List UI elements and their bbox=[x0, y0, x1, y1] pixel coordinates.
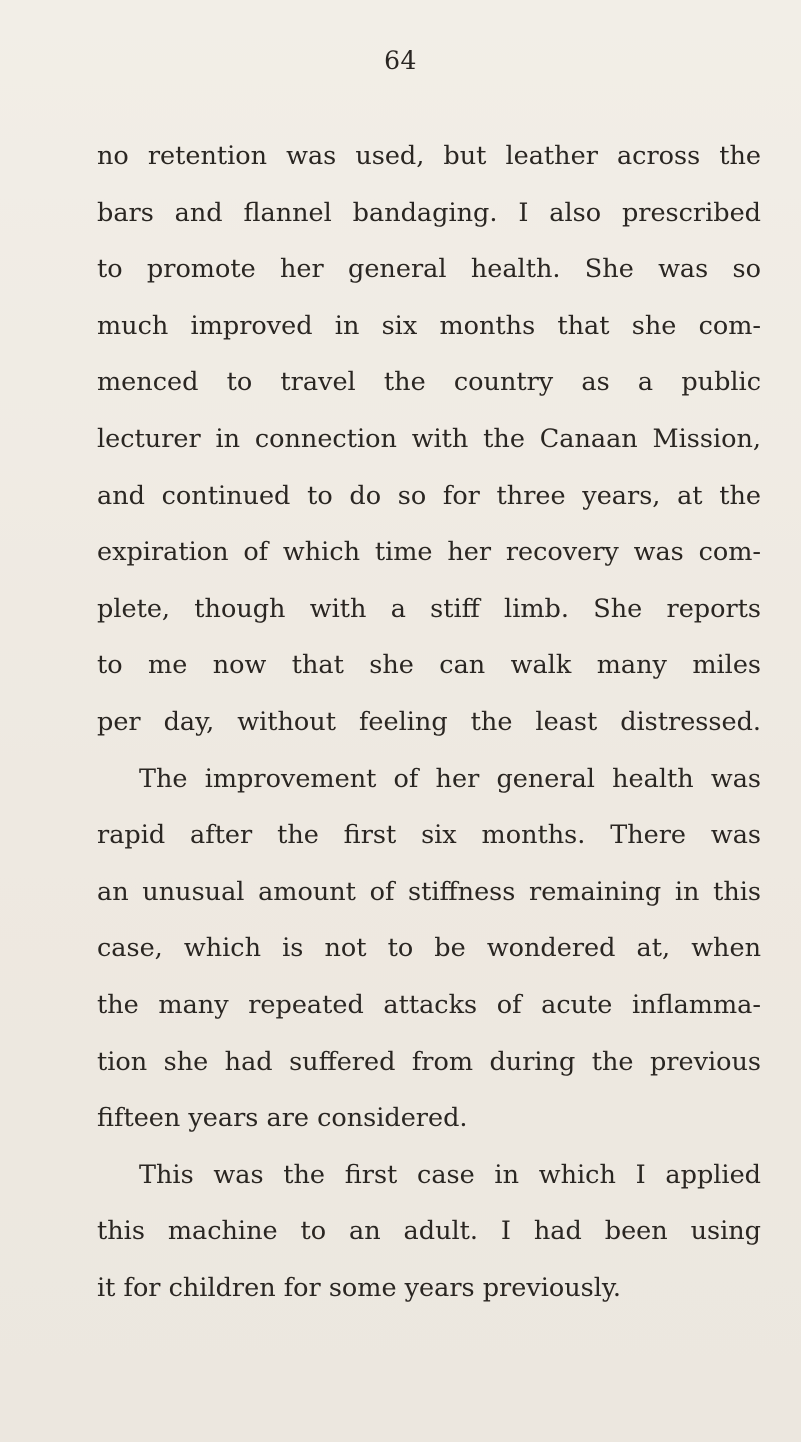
paragraph-end-line: fifteen years are considered. bbox=[97, 1103, 468, 1134]
text-line: plete, though with a stiff limb. She reports bbox=[97, 593, 761, 624]
text-line: per day, without feeling the least distressed. bbox=[97, 706, 761, 737]
text-line: menced to travel the country as a public bbox=[97, 367, 761, 398]
body-text bbox=[97, 128, 761, 1316]
text-line: this machine to an adult. I had been using bbox=[97, 1216, 761, 1247]
paragraph-end-line: it for children for some years previously. bbox=[97, 1272, 622, 1303]
text-line: case, which is not to be wondered at, when bbox=[97, 933, 761, 964]
text-line: to promote her general health. She was so bbox=[97, 254, 761, 285]
text-line: lecturer in connection with the Canaan Mission, bbox=[97, 423, 761, 454]
text-line: expiration of which time her recovery was com- bbox=[97, 537, 761, 568]
text-line: bars and flannel bandaging. I also prescribed bbox=[97, 197, 761, 228]
text-line: much improved in six months that she com- bbox=[97, 310, 761, 341]
text-line: to me now that she can walk many miles bbox=[97, 650, 761, 681]
text-line: and continued to do so for three years, at the bbox=[97, 480, 761, 511]
text-line: an unusual amount of stiffness remaining in this bbox=[97, 876, 761, 907]
paragraph-start-line: This was the first case in which I applied bbox=[139, 1159, 761, 1190]
text-line: rapid after the first six months. There was bbox=[97, 820, 761, 851]
text-line: no retention was used, but leather across the bbox=[97, 141, 761, 171]
paragraph-start-line: The improvement of her general health was bbox=[139, 763, 761, 794]
text-line: tion she had suffered from during the previous bbox=[97, 1046, 761, 1077]
text-line: the many repeated attacks of acute inflamma- bbox=[97, 989, 761, 1020]
page-number: 64 bbox=[384, 46, 417, 75]
